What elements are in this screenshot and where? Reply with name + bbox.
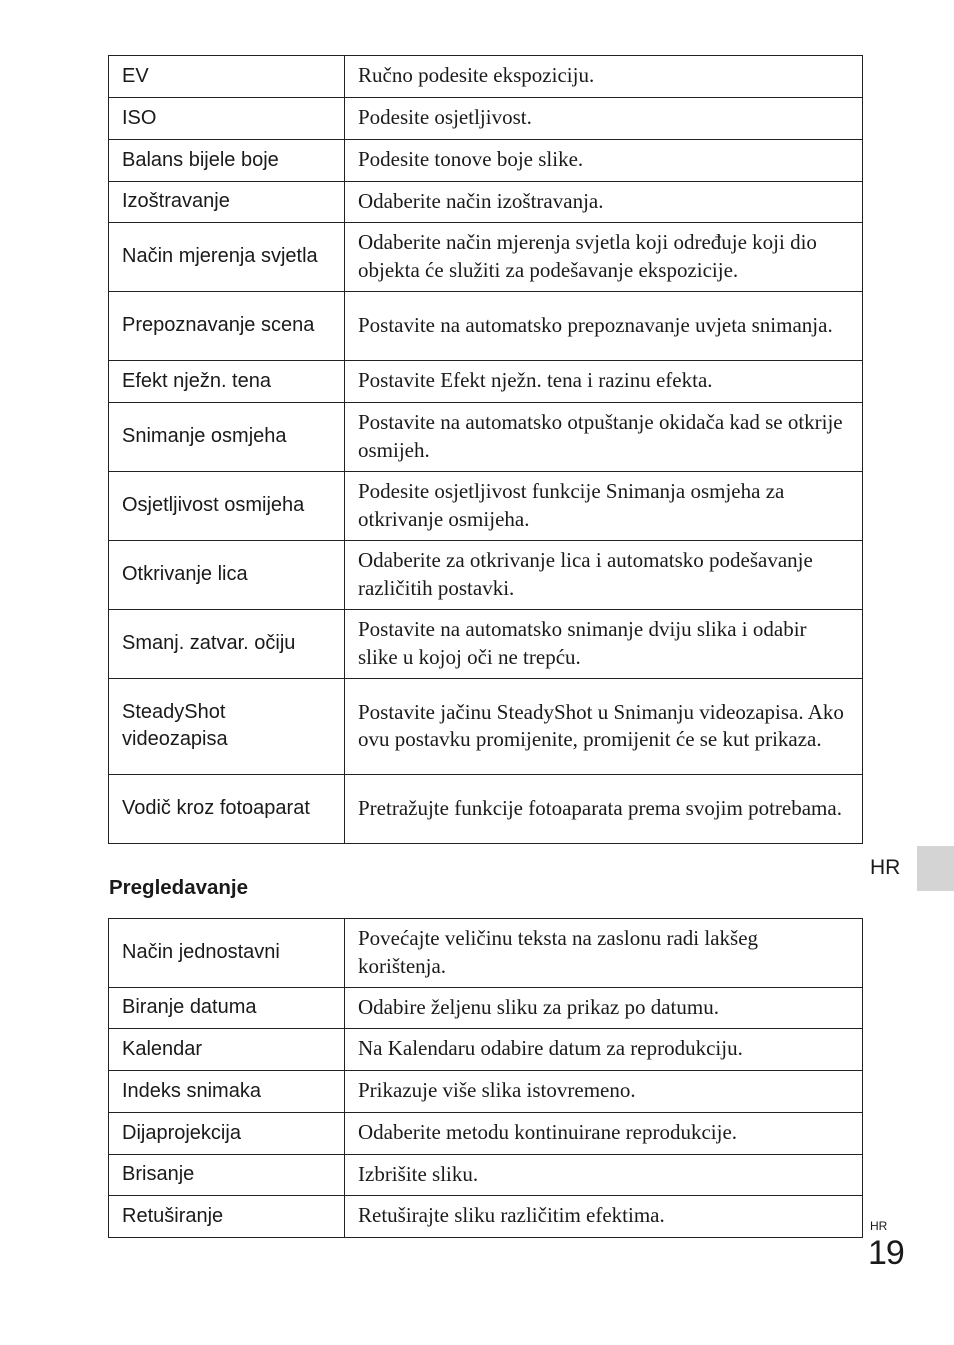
row-description: Prikazuje više slika istovremeno. — [345, 1071, 863, 1113]
table-row — [109, 223, 863, 292]
row-description: Odaberite način mjerenja svjetla koji određuje koji dio objekta će služiti za podešavanje ekspozicije. — [345, 223, 863, 292]
row-term: Dijaprojekcija — [109, 1113, 345, 1155]
row-term: Kalendar — [109, 1029, 345, 1071]
table-row — [109, 1071, 863, 1113]
row-term: Način mjerenja svjetla — [109, 223, 345, 292]
row-term: Smanj. zatvar. očiju — [109, 610, 345, 679]
footer-language-code: HR — [870, 1219, 888, 1233]
row-description: Na Kalendaru odabire datum za reprodukciju. — [345, 1029, 863, 1071]
table-row — [109, 1196, 863, 1238]
table-row — [109, 472, 863, 541]
row-term: Otkrivanje lica — [109, 541, 345, 610]
table-row — [109, 541, 863, 610]
row-term: EV — [109, 56, 345, 98]
row-description: Postavite na automatsko otpuštanje okidača kad se otkrije osmijeh. — [345, 403, 863, 472]
row-term: Vodič kroz fotoaparat — [109, 775, 345, 844]
row-description: Podesite osjetljivost funkcije Snimanja osmjeha za otkrivanje osmijeha. — [345, 472, 863, 541]
row-description: Ručno podesite ekspoziciju. — [345, 56, 863, 98]
row-term: Izoštravanje — [109, 182, 345, 223]
language-tab-label: HR — [870, 856, 901, 879]
table-row — [109, 679, 863, 775]
row-term: Retuširanje — [109, 1196, 345, 1238]
table-row — [109, 98, 863, 140]
table-row — [109, 140, 863, 182]
row-term: Balans bijele boje — [109, 140, 345, 182]
row-description: Postavite Efekt nježn. tena i razinu efekta. — [345, 361, 863, 403]
row-term: ISO — [109, 98, 345, 140]
row-term: Snimanje osmjeha — [109, 403, 345, 472]
table-row — [109, 292, 863, 361]
table-row — [109, 1155, 863, 1196]
row-description: Odaberite za otkrivanje lica i automatsko podešavanje različitih postavki. — [345, 541, 863, 610]
row-description: Podesite osjetljivost. — [345, 98, 863, 140]
page-number: 19 — [868, 1234, 904, 1272]
settings-table-viewing — [108, 918, 863, 1238]
table-row — [109, 182, 863, 223]
row-description: Retuširajte sliku različitim efektima. — [345, 1196, 863, 1238]
row-term: Indeks snimaka — [109, 1071, 345, 1113]
settings-table-shooting — [108, 55, 863, 844]
row-description: Odaberite metodu kontinuirane reprodukcije. — [345, 1113, 863, 1155]
row-description: Postavite na automatsko prepoznavanje uvjeta snimanja. — [345, 292, 863, 361]
row-term: Biranje datuma — [109, 988, 345, 1029]
row-description: Podesite tonove boje slike. — [345, 140, 863, 182]
table-row — [109, 56, 863, 98]
table-row — [109, 919, 863, 988]
table-row — [109, 775, 863, 844]
row-description: Odabire željenu sliku za prikaz po datumu. — [345, 988, 863, 1029]
table-row — [109, 1029, 863, 1071]
row-term: Osjetljivost osmijeha — [109, 472, 345, 541]
row-term: SteadyShot videozapisa — [109, 679, 345, 775]
language-tab-marker — [917, 846, 954, 891]
row-description: Pretražujte funkcije fotoaparata prema svojim potrebama. — [345, 775, 863, 844]
table-row — [109, 1113, 863, 1155]
section-heading: Pregledavanje — [109, 876, 249, 899]
row-term: Brisanje — [109, 1155, 345, 1196]
table-row — [109, 610, 863, 679]
table-row — [109, 403, 863, 472]
row-description: Postavite na automatsko snimanje dviju slika i odabir slike u kojoj oči ne trepću. — [345, 610, 863, 679]
row-description: Povećajte veličinu teksta na zaslonu radi lakšeg korištenja. — [345, 919, 863, 988]
row-term: Prepoznavanje scena — [109, 292, 345, 361]
row-description: Postavite jačinu SteadyShot u Snimanju videozapisa. Ako ovu postavku promijenite, promijenit će se kut prikaza. — [345, 679, 863, 775]
table-row — [109, 361, 863, 403]
table-row — [109, 988, 863, 1029]
row-description: Izbrišite sliku. — [345, 1155, 863, 1196]
row-term: Efekt nježn. tena — [109, 361, 345, 403]
row-term: Način jednostavni — [109, 919, 345, 988]
row-description: Odaberite način izoštravanja. — [345, 182, 863, 223]
